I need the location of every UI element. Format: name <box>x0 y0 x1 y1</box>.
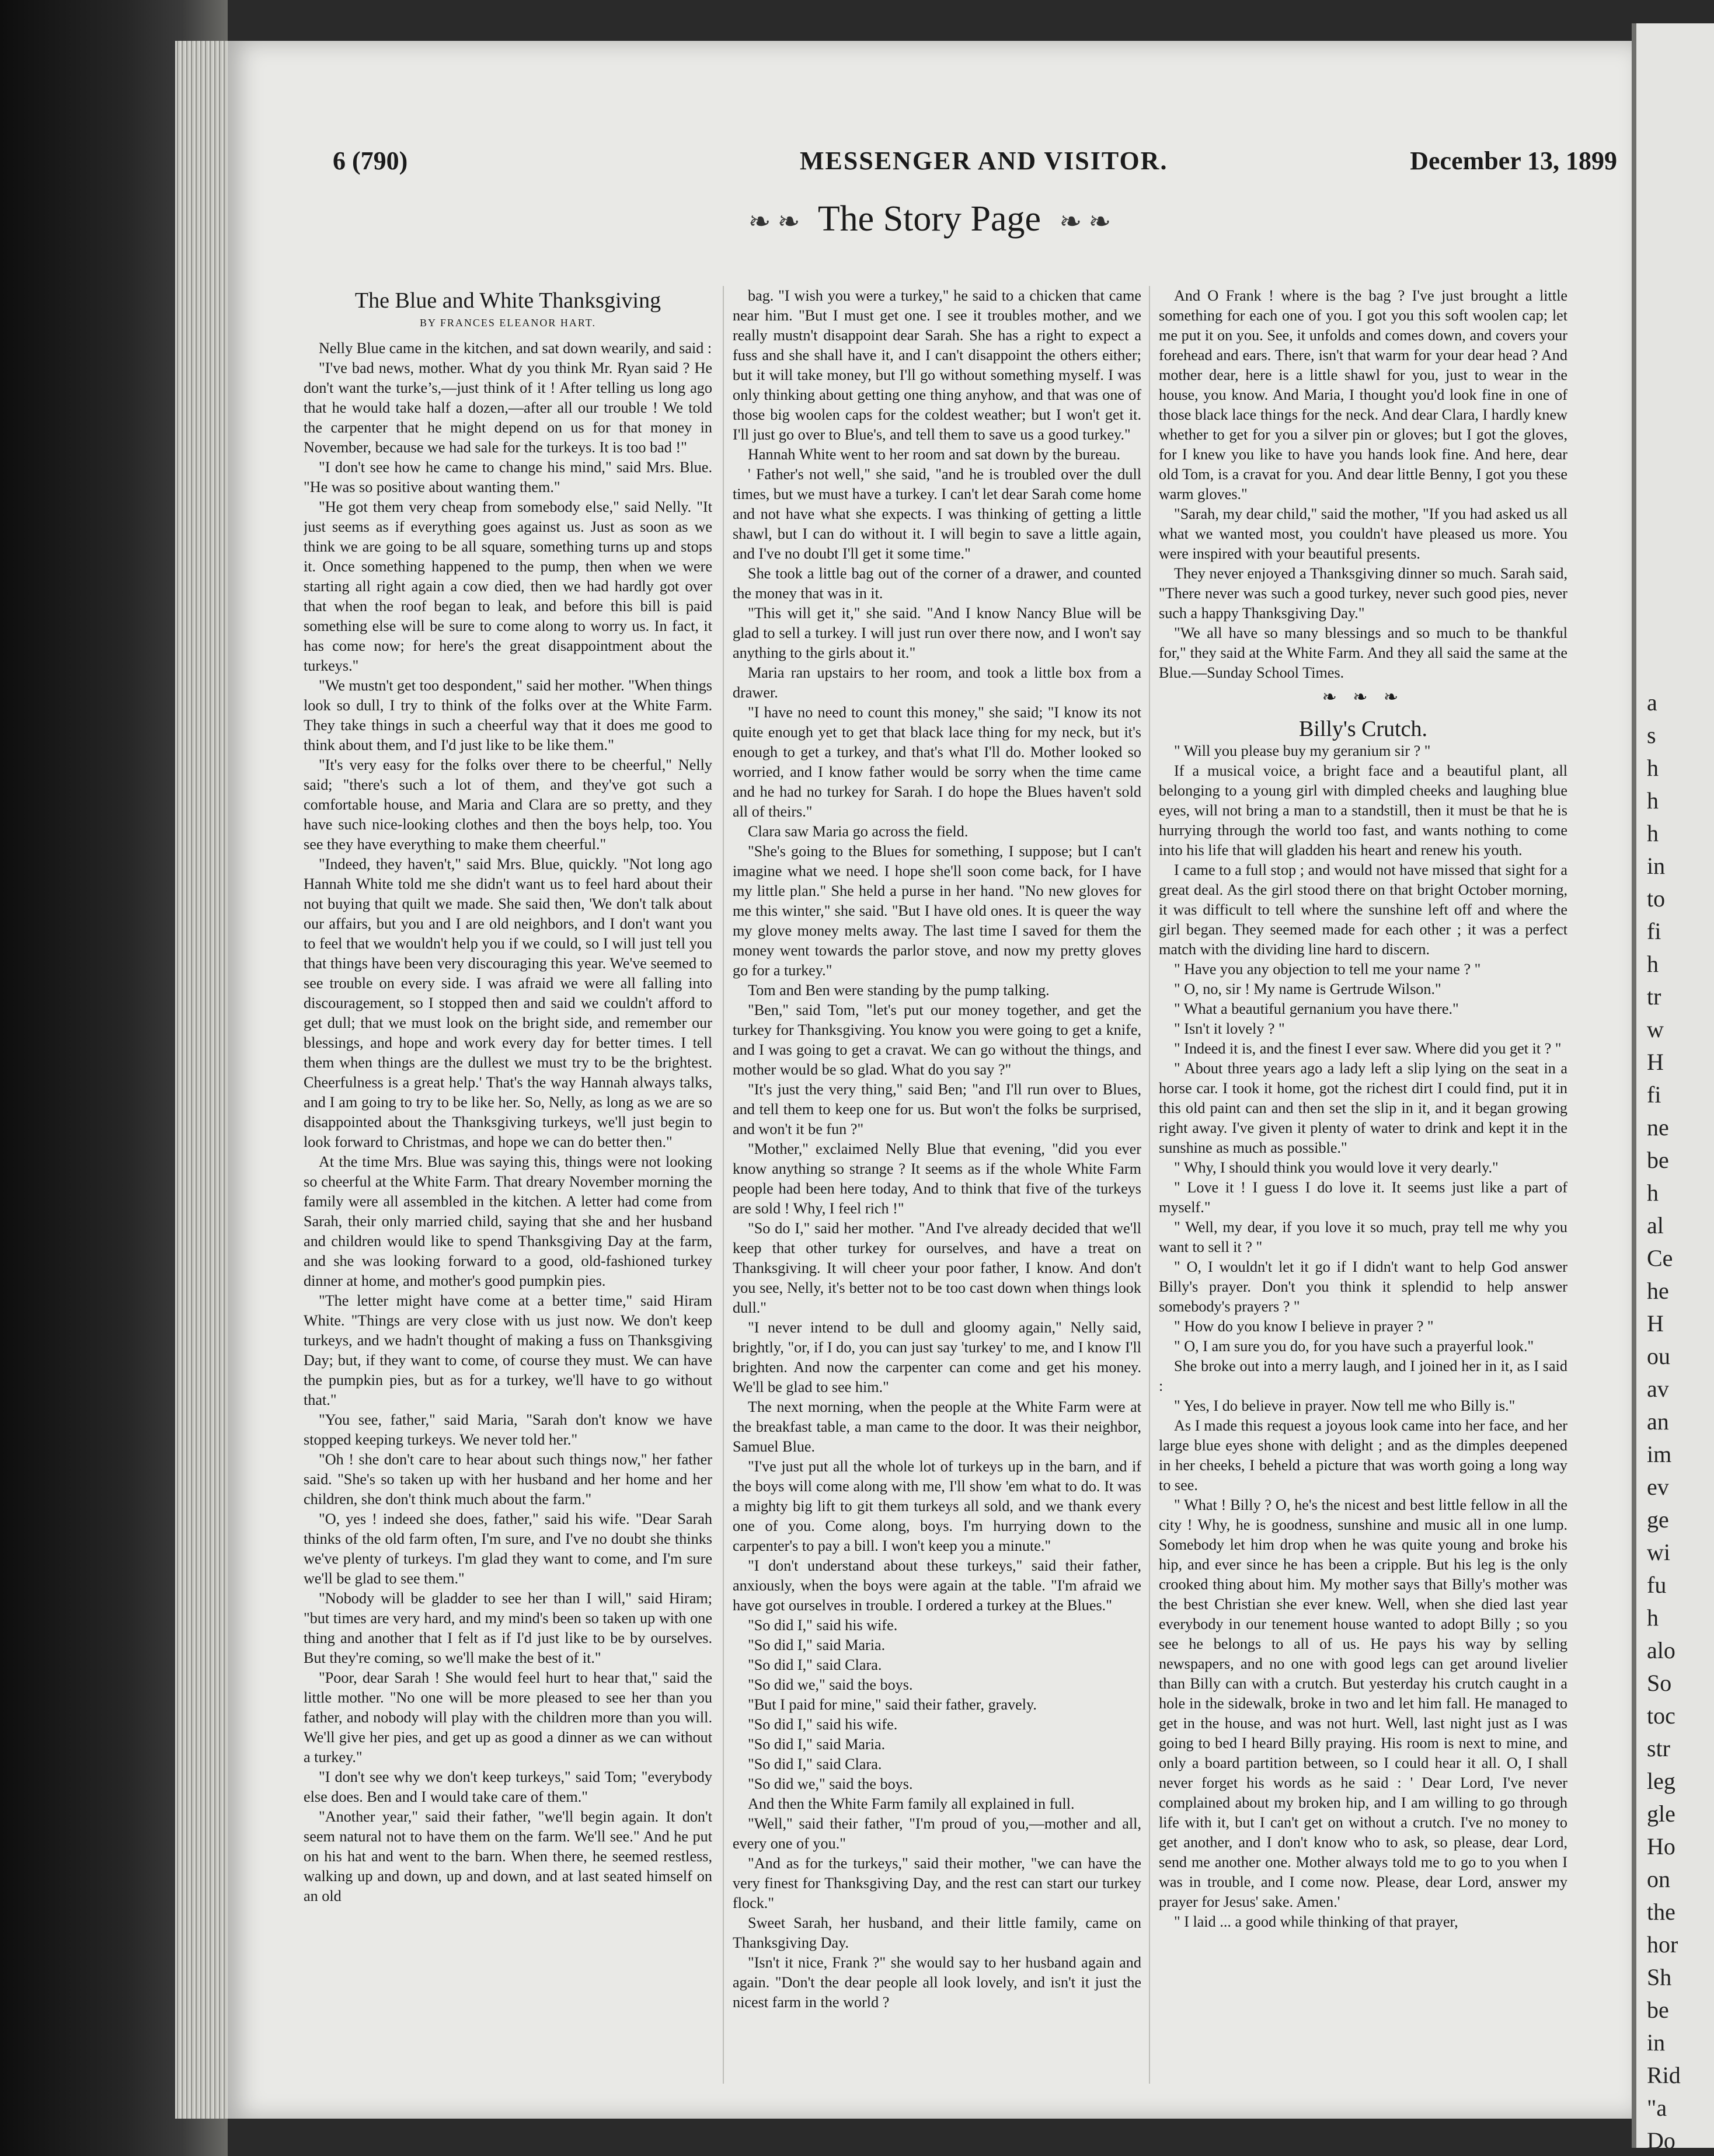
text-fragment: hor <box>1647 1931 1678 1958</box>
paragraph: ' Father's not well," she said, "and he is troubled over the dull times, but we must have a turkey. I can't let dear Sarah come home and not have what she expects. I was thinking of getting a little shawl, but I can do without it. I will begin to save a little again, and I've no doubt I'll get it some time." <box>733 466 1141 562</box>
text-fragment: toc <box>1647 1703 1675 1729</box>
text-fragment: h <box>1647 1180 1659 1206</box>
paragraph: " How do you know I believe in prayer ? " <box>1174 1318 1434 1335</box>
page-header <box>333 105 1617 175</box>
paragraph: Hannah White went to her room and sat down by the bureau. <box>748 446 1121 463</box>
text-fragment: h <box>1647 951 1659 977</box>
section-divider: ❧ ❧ ❧ <box>1322 688 1405 707</box>
paragraph: " About three years ago a lady left a slip lying on the seat in a horse car. I took it home, got the richest dirt I could find, put it in this old paint can and then set the slip in it, and it began growing right away. I've given it plenty of water to drink and kept it in the sunshine as much as possible." <box>1159 1060 1567 1156</box>
text-fragment: H <box>1647 1049 1664 1075</box>
text-fragment: ne <box>1647 1114 1669 1140</box>
paragraph: "So did I," said his wife. <box>748 1617 898 1634</box>
story-title: Billy's Crutch. <box>1298 717 1428 741</box>
masthead: MESSENGER AND VISITOR. <box>800 146 1168 175</box>
story-body <box>733 286 1141 2012</box>
paragraph: Sweet Sarah, her husband, and their little family, came on Thanksgiving Day. <box>733 1914 1141 1951</box>
fleuron-ornament-right: ❧ ❧ <box>1059 207 1112 236</box>
paragraph: "Ben," said Tom, "let's put our money together, and get the turkey for Thanksgiving. You know you were going to get a knife, and I was going to get a cravat. We can go without the things, and mother would be so glad. What do you say ?" <box>733 1002 1141 1078</box>
story-body <box>1159 286 1567 683</box>
text-fragment: w <box>1647 1016 1664 1042</box>
adjacent-page-fragment <box>1632 23 1714 2148</box>
paragraph: She took a little bag out of the corner of a drawer, and counted the money that was in it. <box>733 565 1141 602</box>
text-fragment: a <box>1647 689 1657 716</box>
story-title: The Blue and White Thanksgiving <box>354 288 661 313</box>
paragraph: "Indeed, they haven't," said Mrs. Blue, quickly. "Not long ago Hannah White told me she didn't want us to feel hard about their not buying that quilt we made. She said then, 'We don't talk about our affairs, but you and I are old neighbors, and I don't want you to feel that we wouldn't help you if we could, so I will just tell you that things have been very discouraging this year. We've seemed to see trouble on every side. I was afraid we were all falling into discouragement, so I stopped then and said we couldn't afford to get dull; that we must look on the bright side, and remember our blessings, and hope and work every day for better times. I tell them when things are the dullest we must try to be the brightest. Cheerfulness is a great help.' That's the way Hannah always talks, and I am going to try to be like her. So, Nelly, as long as we are so disappointed about the Thanksgiving turkeys, we'll just begin to look forward to Christmas, and hope we can do better then." <box>304 856 712 1150</box>
text-fragment: ge <box>1647 1506 1669 1533</box>
text-fragment: an <box>1647 1408 1669 1435</box>
text-fragment: al <box>1647 1212 1664 1239</box>
story-body <box>304 339 712 1906</box>
text-fragment: gle <box>1647 1801 1675 1827</box>
paragraph: "So did I," said Maria. <box>748 1736 886 1753</box>
paragraph: At the time Mrs. Blue was saying this, things were not looking so cheerful at the White Farm. That dreary November morning the family were all assembled in the kitchen. A letter had come from Sarah, their only married child, saying that she and her husband and children would like to spend Thanksgiving Day at the farm, and she was looking forward to a good, old-fashioned turkey dinner at home, and mother's good pumpkin pies. <box>304 1153 712 1289</box>
text-fragment: be <box>1647 1997 1669 2023</box>
paragraph: "We all have so many blessings and so much to be thankful for," they said at the White Farm. And they all said the same at the Blue.—Sunday School Times. <box>1159 625 1567 681</box>
paragraph: I came to a full stop ; and would not have missed that sight for a great deal. As the girl stood there on that bright October morning, it was difficult to tell where the sunshine left off and where the girl began. They seemed made for each other ; it was a perfect match with the dividing line hard to discern. <box>1159 861 1567 958</box>
paragraph: Clara saw Maria go across the field. <box>748 823 969 840</box>
text-fragment: he <box>1647 1278 1669 1304</box>
paragraph: "The letter might have come at a better time," said Hiram White. "Things are very close with us just now. We don't keep turkeys, and we hadn't thought of making a fuss on Thanksgiving Day; but, if they want to come, of course they must. We can have the pumpkin pies, but as for a turkey, we'll have to go without that." <box>304 1292 712 1408</box>
text-fragment: Sh <box>1647 1964 1672 1990</box>
paragraph: "Isn't it nice, Frank ?" she would say to her husband again and again. "Don't the dear people all look lovely, and isn't it just the nicest farm in the world ? <box>733 1954 1141 2011</box>
paragraph: "So did I," said his wife. <box>748 1716 898 1733</box>
column-rule <box>723 286 724 2084</box>
paragraph: " Love it ! I guess I do love it. It seems just like a part of myself." <box>1159 1179 1567 1216</box>
paragraph: "I've just put all the whole lot of turkeys up in the barn, and if the boys will come along with me, I'll show 'em what to do. It was a mighty big lift to git them turkeys all sold, and we thank every one of you. Come along, boys. I'm hurrying down to the carpenter's to pay a bill. I won't keep you a minute." <box>733 1458 1141 1554</box>
paragraph: " Why, I should think you would love it very dearly." <box>1174 1159 1499 1176</box>
paragraph: "I have no need to count this money," she said; "I know its not quite enough yet to get that black lace thing for my neck, but it's enough to get a turkey, and that's what I'll do. Mother looked so worried, and I know father would be sorry when the time came and he had no turkey for Sarah. I do hope the Blues haven't sold all of theirs." <box>733 704 1141 820</box>
paragraph: "So did I," said Clara. <box>748 1756 882 1773</box>
text-fragment: to <box>1647 885 1666 912</box>
paragraph: "I've bad news, mother. What dy you think Mr. Ryan said ? He don't want the turke’s,—just think of it ! After telling us long ago that he would take half a dozen,—after all our trouble ! We told the carpenter that he might depend on us for that money in November, because we had sale for the turkeys. It is too bad !" <box>304 360 712 456</box>
text-fragment: on <box>1647 1866 1670 1892</box>
story-body <box>1159 741 1567 1932</box>
section-title <box>228 198 1632 240</box>
column-rule <box>1149 286 1150 2084</box>
paragraph: "I don't see how he came to change his mind," said Mrs. Blue. "He was so positive about wanting them." <box>304 459 712 496</box>
paragraph: " Yes, I do believe in prayer. Now tell me who Billy is." <box>1174 1397 1516 1414</box>
text-fragment: h <box>1647 755 1659 781</box>
text-fragment: Ce <box>1647 1245 1673 1271</box>
paragraph: "Poor, dear Sarah ! She would feel hurt to hear that," said the little mother. "No one will be more pleased to see her than you father, and nobody will play with the children more than you will. We'll give her pies, and get up as good a dinner as we can without a turkey." <box>304 1669 712 1766</box>
paragraph: "Nobody will be gladder to see her than I will," said Hiram; "but times are very hard, and my mind's been so taken up with one thing and another that I felt as if I'd just like to be by ourselves. But they're coming, so we'll make the best of it." <box>304 1590 712 1666</box>
paragraph: bag. "I wish you were a turkey," he said to a chicken that came near him. "But I must get one. I see it troubles mother, and we really mustn't disappoint dear Sarah. She has a right to expect a fuss and she shall have it, and I can't disappoint the others either; but it will take money, but I'll go without something myself. I was only thinking about getting one thing anyhow, and that was one of those big woolen caps for the coldest weather; but I won't get it. I'll just go over to Blue's, and tell them to save us a good turkey." <box>733 287 1141 443</box>
text-fragment: in <box>1647 2029 1666 2056</box>
paragraph: As I made this request a joyous look came into her face, and her large blue eyes shone with delight ; and as the dimples deepened in her cheeks, I beheld a picture that was worth going a long way to see. <box>1159 1417 1567 1494</box>
text-fragment: s <box>1647 722 1656 748</box>
text-fragment: str <box>1647 1735 1670 1761</box>
text-fragment: ev <box>1647 1474 1669 1500</box>
paragraph: "I never intend to be dull and gloomy again," Nelly said, brightly, "or, if I do, you can just say 'turkey' to me, and I know I'll brighten. And now the carpenter can come and get his money. We'll be glad to see him." <box>733 1319 1141 1396</box>
paragraph: Tom and Ben were standing by the pump talking. <box>748 982 1050 999</box>
text-fragment: h <box>1647 787 1659 814</box>
text-fragment: leg <box>1647 1768 1675 1794</box>
paragraph: "Another year," said their father, "we'll begin again. It don't seem natural not to have them on the farm. We'll see." And he put on his hat and went to the barn. When there, he seemed restless, walking up and down, up and down, and at last seated himself on an old <box>304 1808 712 1904</box>
paragraph: " What ! Billy ? O, he's the nicest and best little fellow in all the city ! Why, he is goodness, sunshine and music all in one lump. Somebody let him drop when he was quite young and broke his hip, and ever since he has been a cripple. But his leg is the only crooked thing about him. My mother says that Billy's mother was the best Christian she ever knew. Well, when she died last year everybody in our tenement house wanted to adopt Billy ; so you see he belongs to all of us. He pays his way by selling newspapers, and no one with good legs can get around livelier than Billy can with a crutch. But yesterday his crutch caught in a hole in the sidewalk, broke in two and let him fall. He managed to get in the house, and was not hurt. Well, last night just as I was going to bed I heard Billy praying. His room is next to mine, and only a board partition between, so I could hear it all. O, I shall never forget his words as he said : ' Dear Lord, I've never complained about my broken hip, and I am willing to go through life with it, but I can't get on without a crutch. I've no money to get another, and I don't know who to ask, so please, dear Lord, send me another one. Mother always told me to go to you when I was in trouble, and I come now. Please, dear Lord, answer my prayer for Jesus' sake. Amen.' <box>1159 1496 1567 1910</box>
paragraph: She broke out into a merry laugh, and I joined her in it, as I said : <box>1159 1358 1567 1394</box>
paragraph: "You see, father," said Maria, "Sarah don't know we have stopped keeping turkeys. We never told her." <box>304 1411 712 1448</box>
paragraph: " Will you please buy my geranium sir ? " <box>1174 742 1431 759</box>
paragraph: "And as for the turkeys," said their mother, "we can have the very finest for Thanksgiving Day, and the rest can start our turkey flock." <box>733 1855 1141 1911</box>
paragraph: "We mustn't get too despondent," said her mother. "When things look so dull, I try to think of the folks over at the White Farm. They take things in such a cheerful way that it does me good to think about them, and I'd just like to be like them." <box>304 677 712 753</box>
text-fragment: Do <box>1647 2127 1675 2148</box>
text-fragment: alo <box>1647 1637 1675 1663</box>
text-fragment: the <box>1647 1899 1675 1925</box>
fleuron-ornament-left: ❧ ❧ <box>748 207 800 236</box>
paragraph: " Isn't it lovely ? " <box>1174 1020 1285 1037</box>
paragraph: "It's very easy for the folks over there to be cheerful," Nelly said; "there's such a lot of them, and they've got such a comfortable house, and Maria and Clara are so pretty, and they have such nice-looking clothes and then the boys help, too. You see they have everything to make them cheerful." <box>304 756 712 853</box>
text-fragment: fi <box>1647 918 1661 944</box>
paragraph: "She's going to the Blues for something, I suppose; but I can't imagine what we need. I hope she'll soon come back, for I have my little plan." She held a purse in her hand. "No new gloves for me this winter," she said. "But I have old ones. It is queer the way my glove money melts away. The last time I saved for them the money went towards the parlor stove, and now my pretty gloves go for a turkey." <box>733 843 1141 979</box>
paragraph: "So did I," said Maria. <box>748 1637 886 1653</box>
paragraph: Nelly Blue came in the kitchen, and sat down wearily, and said : <box>319 340 712 357</box>
paragraph: The next morning, when the people at the White Farm were at the breakfast table, a man came to the door. It was their neighbor, Samuel Blue. <box>733 1398 1141 1455</box>
paragraph: "So did we," said the boys. <box>748 1676 913 1693</box>
text-fragment: Ho <box>1647 1833 1675 1860</box>
page-number: 6 (790) <box>333 146 408 175</box>
paragraph: " O, I am sure you do, for you have such a prayerful look." <box>1174 1338 1534 1355</box>
book-page-edges <box>175 41 231 2119</box>
text-fragment: wi <box>1647 1539 1670 1565</box>
paragraph: "Sarah, my dear child," said the mother, "If you had asked us all what we wanted most, you couldn't have pleased us more. You were inspired with your beautiful presents. <box>1159 505 1567 562</box>
paragraph: "Well," said their father, "I'm proud of you,—mother and all, every one of you." <box>733 1815 1141 1852</box>
text-fragment: be <box>1647 1147 1669 1173</box>
text-fragment: "a <box>1647 2095 1667 2121</box>
newspaper-page <box>228 41 1632 2119</box>
text-fragment: ou <box>1647 1343 1670 1369</box>
column-2 <box>733 286 1141 2107</box>
paragraph: "But I paid for mine," said their father, gravely. <box>748 1696 1037 1713</box>
paragraph: "I don't understand about these turkeys," said their father, anxiously, when the boys were again at the table. "I'm afraid we have got ourselves in trouble. I ordered a turkey at the Blues." <box>733 1557 1141 1614</box>
paragraph: "Mother," exclaimed Nelly Blue that evening, "did you ever know anything so strange ? It seems as if the whole White Farm people had been here today, And to think that five of the turkeys are sold ! Why, I feel rich !" <box>733 1140 1141 1217</box>
paragraph: "Oh ! she don't care to hear about such things now," her father said. "She's so taken up with her husband and her home and her children, she don't think much about the farm." <box>304 1451 712 1508</box>
paragraph: They never enjoyed a Thanksgiving dinner so much. Sarah said, "There never was such a good turkey, never such good pies, never such a happy Thanksgiving Day." <box>1159 565 1567 622</box>
paragraph: " Well, my dear, if you love it so much, pray tell me why you want to sell it ? " <box>1159 1219 1567 1255</box>
paragraph: " O, I wouldn't let it go if I didn't want to help God answer Billy's prayer. Don't you think it splendid to help answer somebody's prayers ? " <box>1159 1258 1567 1315</box>
paragraph: " Have you any objection to tell me your name ? " <box>1174 961 1481 978</box>
text-fragment: fu <box>1647 1572 1667 1598</box>
story-byline: BY FRANCES ELEANOR HART. <box>420 317 596 329</box>
paragraph: "So did I," said Clara. <box>748 1656 882 1673</box>
issue-date: December 13, 1899 <box>1410 146 1617 175</box>
text-fragment: h <box>1647 820 1659 846</box>
paragraph: "So do I," said her mother. "And I've already decided that we'll keep that other turkey for ourselves, and have a treat on Thanksgiving. It will cheer your poor father, I know. And don't you see, Nelly, it's better not to be too cast down when things look dull." <box>733 1220 1141 1316</box>
text-fragment: So <box>1647 1670 1672 1696</box>
paragraph: "It's just the very thing," said Ben; "and I'll run over to Blues, and tell them to keep one for us. But won't the folks be surprised, and won't it be fun ?" <box>733 1081 1141 1138</box>
section-title-text: The Story Page <box>817 199 1041 239</box>
text-fragment: av <box>1647 1376 1669 1402</box>
text-fragment: in <box>1647 853 1666 879</box>
text-fragment: im <box>1647 1441 1672 1467</box>
text-fragment: fi <box>1647 1082 1661 1108</box>
text-fragment: h <box>1647 1604 1659 1631</box>
text-fragment: H <box>1647 1310 1664 1337</box>
paragraph: And O Frank ! where is the bag ? I've just brought a little something for each one of you. I got you this soft woolen cap; let me put it on you. See, it unfolds and comes down, and covers your forehead and ears. There, isn't that warm for your dear head ? And mother dear, here is a little shawl for you, just to wear in the house, you know. And Maria, I thought you'd look fine in one of those black lace things for the neck. And dear Clara, I hardly knew whether to get for you a silver pin or gloves; but I got the gloves, for I knew you like to have you hands look fine. And here, dear old Tom, is a cravat for you. And dear little Benny, I got you these warm gloves." <box>1159 287 1567 503</box>
paragraph: And then the White Farm family all explained in full. <box>748 1795 1075 1812</box>
paragraph: " Indeed it is, and the finest I ever saw. Where did you get it ? " <box>1174 1040 1562 1057</box>
column-3 <box>1159 286 1567 2107</box>
paragraph: "So did we," said the boys. <box>748 1775 913 1792</box>
paragraph: Maria ran upstairs to her room, and took a little box from a drawer. <box>733 664 1141 701</box>
paragraph: "This will get it," she said. "And I know Nancy Blue will be glad to sell a turkey. I will just run over there now, and I won't say anything to the girls about it." <box>733 605 1141 661</box>
text-fragment: tr <box>1647 983 1661 1010</box>
paragraph: " What a beautiful gernanium you have there." <box>1174 1000 1459 1017</box>
column-1 <box>304 286 712 2095</box>
text-fragment: Rid <box>1647 2062 1681 2088</box>
paragraph: "He got them very cheap from somebody else," said Nelly. "It just seems as if everything goes against us. Just as soon as we think we are going to be all square, something turns up and stops it. Once something happened to the pump, then when we were starting all right again a cow died, then we had hardly got over that when the roof began to leak, and before this bill is paid something else will be sure to come along to worry us. In fact, it has come now; for here's the great disappointment about the turkeys." <box>304 498 712 674</box>
paragraph: " O, no, sir ! My name is Gertrude Wilson." <box>1174 981 1441 997</box>
paragraph: If a musical voice, a bright face and a beautiful plant, all belonging to a young girl with dimpled cheeks and laughing blue eyes, will not bring a man to a standstill, then it must be that he is hurrying through the world too fast, and wants nothing to come into his life that will gladden his heart and renew his youth. <box>1159 762 1567 859</box>
paragraph: " I laid ... a good while thinking of that prayer, <box>1174 1913 1458 1930</box>
paragraph: "O, yes ! indeed she does, father," said his wife. "Dear Sarah thinks of the old farm often, I'm sure, and I've no doubt she thinks we've plenty of turkeys. I'm glad they want to come, and I'm sure we'll be glad to see them." <box>304 1510 712 1587</box>
paragraph: "I don't see why we don't keep turkeys," said Tom; "everybody else does. Ben and I would take care of them." <box>304 1768 712 1805</box>
